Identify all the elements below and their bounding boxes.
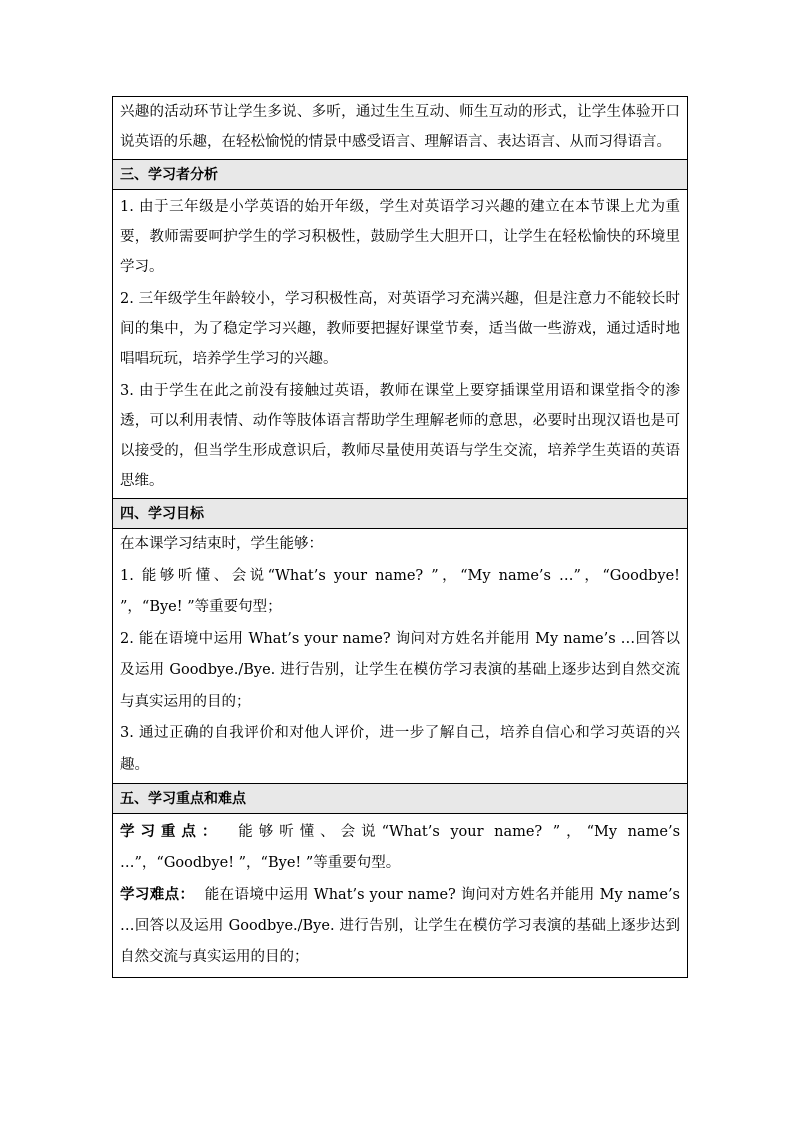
objective-item: 2. 能在语境中运用 What’s your name? 询问对方姓名并能用 My name’s …回答以及运用 Goodbye./Bye. 进行告别，让学生在模仿学习表演的基础上逐步达到自然交流与真实运用的目的； (120, 630, 680, 710)
key-points-heading: 五、学习重点和难点 (113, 784, 687, 814)
learner-analysis-item: 3. 由于学生在此之前没有接触过英语，教师在课堂上要穿插课堂用语和课堂指令的渗透，可以利用表情、动作等肢体语言帮助学生理解老师的意思，必要时出现汉语也是可以接受的，但当学生形成意识后，教师尽量使用英语与学生交流，培养学生英语的英语思维。 (120, 383, 680, 489)
learner-analysis-item: 1. 由于三年级是小学英语的始开年级，学生对英语学习兴趣的建立在本节课上尤为重要，教师需要呵护学生的学习积极性，鼓励学生大胆开口，让学生在轻松愉快的环境里学习。 (120, 199, 680, 275)
objective-item: 3. 通过正确的自我评价和对他人评价，进一步了解自己，培养自信心和学习英语的兴趣。 (120, 725, 680, 773)
intro-cell (113, 97, 687, 160)
learner-analysis-heading: 三、学习者分析 (113, 160, 687, 190)
focus-paragraph (120, 816, 680, 879)
focus-text: 能够听懂、会说“What’s your name? ”，“My name’s …”，“Goodbye! ”，“Bye! ”等重要句型。 (120, 824, 681, 871)
intro-paragraph: 兴趣的活动环节让学生多说、多听，通过生生互动、师生互动的形式，让学生体验开口说英语的乐趣，在轻松愉悦的情景中感受语言、理解语言、表达语言、从而习得语言。 (120, 104, 680, 150)
objectives-cell (113, 529, 687, 784)
difficulty-paragraph (120, 879, 680, 973)
learner-analysis-cell (113, 192, 687, 499)
objective-item: 1. 能够听懂、会说“What’s your name? ”，“My name’s …”，“Goodbye! ”，“Bye! ”等重要句型； (120, 567, 680, 615)
learner-analysis-item: 2. 三年级学生年龄较小，学习积极性高，对英语学习充满兴趣，但是注意力不能较长时间的集中，为了稳定学习兴趣，教师要把握好课堂节奏，适当做一些游戏，通过适时地唱唱玩玩，培养学生学习的兴趣。 (120, 291, 680, 367)
lesson-plan-table (112, 96, 688, 978)
difficulty-text: 能在语境中运用 What’s your name? 询问对方姓名并能用 My name’s …回答以及运用 Goodbye./Bye. 进行告别，让学生在模仿学习表演的基础上逐步达到自然交流与真实运用的目的； (120, 887, 680, 965)
key-points-cell (113, 814, 687, 977)
objectives-lead: 在本课学习结束时，学生能够： (120, 536, 323, 552)
focus-label: 学习重点： (120, 823, 223, 840)
difficulty-label: 学习难点： (120, 886, 195, 903)
objectives-heading: 四、学习目标 (113, 499, 687, 529)
